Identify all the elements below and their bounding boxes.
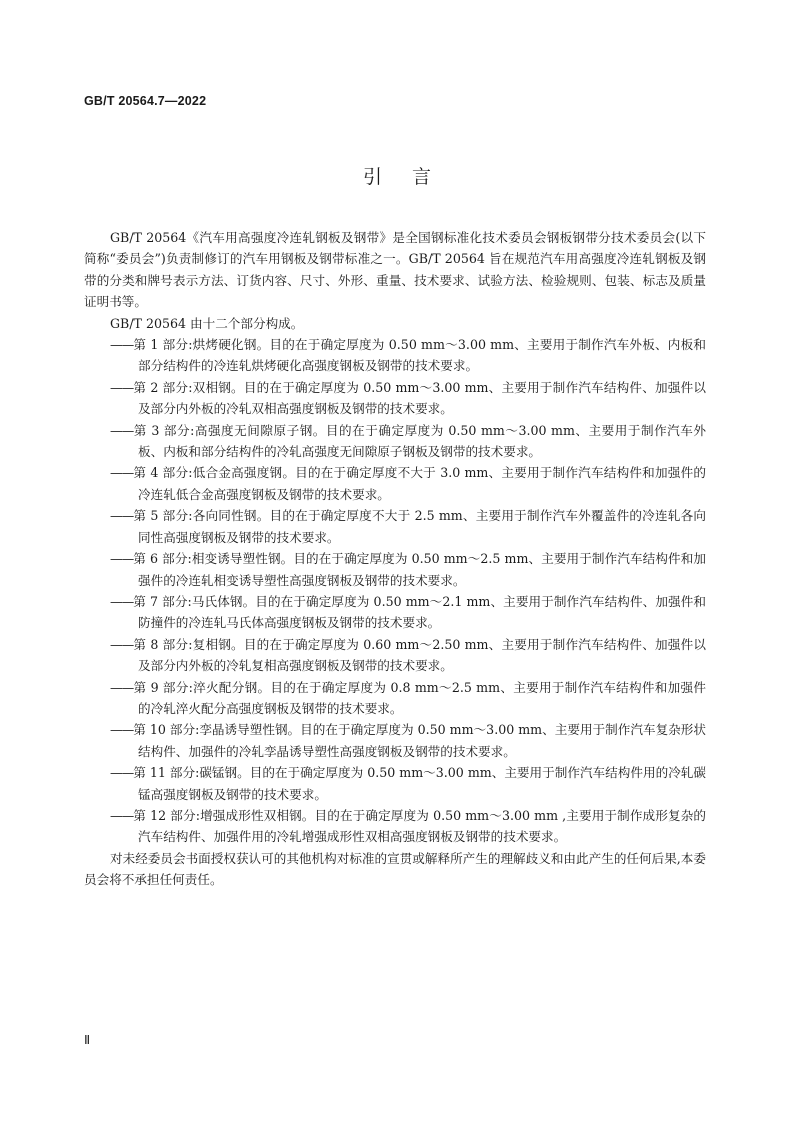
- dash-marker: ——: [110, 807, 134, 823]
- list-item: [84, 719, 706, 762]
- page-title: 引言: [362, 166, 461, 188]
- list-item: [84, 334, 706, 377]
- list-item-text: 第 6 部分:相变诱导塑性钢。目的在于确定厚度为 0.50 mm～2.5 mm、主要用于制作汽车结构件和加强件的冷连轧相变诱导塑性高强度钢板及钢带的技术要求。: [133, 551, 706, 588]
- dash-marker: ——: [110, 551, 134, 567]
- list-item: [84, 420, 706, 463]
- intro-paragraph: GB/T 20564《汽车用高强度冷连轧钢板及钢带》是全国钢标准化技术委员会钢板钢带分技术委员会(以下简称“委员会”)负责制修订的汽车用钢板及钢带标准之一。GB/T 20564 旨在规范汽车用高强度冷连轧钢板及钢带的分类和牌号表示方法、订货内容、尺寸、外形、重量、技术要求、试验方法、检验规则、包装、标志及质量证明书等。: [84, 230, 706, 310]
- list-item-text: 第 2 部分:双相钢。目的在于确定厚度为 0.50 mm～3.00 mm、主要用于制作汽车结构件、加强件以及部分内外板的冷轧双相高强度钢板及钢带的技术要求。: [133, 379, 706, 417]
- list-item-text: 第 11 部分:碳锰钢。目的在于确定厚度为 0.50 mm～3.00 mm、主要用于制作汽车结构件用的冷轧碳锰高强度钢板及钢带的技术要求。: [133, 765, 706, 802]
- document-body: [84, 227, 706, 891]
- closing-paragraph: 对未经委员会书面授权获认可的其他机构对标准的宣贯或解释所产生的理解歧义和由此产生的任何后果,本委员会将不承担任何责任。: [84, 850, 706, 888]
- list-item-text: 第 8 部分:复相钢。目的在于确定厚度为 0.60 mm～2.50 mm、主要用于制作汽车结构件、加强件以及部分内外板的冷轧复相高强度钢板及钢带的技术要求。: [133, 636, 706, 674]
- list-item-text: 第 7 部分:马氏体钢。目的在于确定厚度为 0.50 mm～2.1 mm、主要用于制作汽车结构件、加强件和防撞件的冷连轧马氏体高强度钢板及钢带的技术要求。: [133, 593, 706, 631]
- dash-marker: ——: [110, 379, 134, 395]
- dash-marker: ——: [110, 722, 134, 738]
- dash-marker: ——: [110, 422, 134, 438]
- dash-marker: ——: [110, 465, 134, 481]
- list-item-text: 第 4 部分:低合金高强度钢。目的在于确定厚度不大于 3.0 mm、主要用于制作汽车结构件和加强件的冷连轧低合金高强度钢板及钢带的技术要求。: [133, 465, 706, 502]
- list-item: [84, 591, 706, 634]
- standard-code: GB/T 20564.7—2022: [84, 94, 207, 108]
- dash-marker: ——: [110, 508, 134, 524]
- list-item: [84, 805, 706, 848]
- list-item-text: 第 3 部分:高强度无间隙原子钢。目的在于确定厚度为 0.50 mm～3.00 mm、主要用于制作汽车外板、内板和部分结构件的冷轧高强度无间隙原子钢板及钢带的技术要求。: [133, 422, 706, 460]
- list-item-text: 第 9 部分:淬火配分钢。目的在于确定厚度为 0.8 mm～2.5 mm、主要用于制作汽车结构件和加强件的冷轧淬火配分高强度钢板及钢带的技术要求。: [133, 679, 706, 716]
- list-item-text: 第 5 部分:各向同性钢。目的在于确定厚度不大于 2.5 mm、主要用于制作汽车外覆盖件的冷连轧各向同性高强度钢板及钢带的技术要求。: [133, 508, 706, 545]
- list-item-text: 第 1 部分:烘烤硬化钢。目的在于确定厚度为 0.50 mm～3.00 mm、主要用于制作汽车外板、内板和部分结构件的冷连轧烘烤硬化高强度钢板及钢带的技术要求。: [133, 337, 706, 374]
- dash-marker: ——: [110, 765, 134, 781]
- list-item-text: 第 12 部分:增强成形性双相钢。目的在于确定厚度为 0.50 mm～3.00 mm ,主要用于制作成形复杂的汽车结构件、加强件用的冷轧增强成形性双相高强度钢板及钢带的技术要求。: [133, 807, 706, 845]
- list-item: [84, 548, 706, 591]
- list-item: [84, 634, 706, 677]
- list-item: [84, 462, 706, 505]
- page-number: Ⅱ: [84, 1033, 91, 1047]
- list-item-text: 第 10 部分:孪晶诱导塑性钢。目的在于确定厚度为 0.50 mm～3.00 mm、主要用于制作汽车复杂形状结构件、加强件的冷轧孪晶诱导塑性高强度钢板及钢带的技术要求。: [133, 722, 706, 759]
- list-item: [84, 762, 706, 805]
- dash-marker: ——: [110, 593, 134, 609]
- list-item: [84, 505, 706, 548]
- list-item: [84, 377, 706, 420]
- dash-marker: ——: [110, 337, 134, 353]
- list-item: [84, 677, 706, 720]
- dash-marker: ——: [110, 636, 134, 652]
- parts-intro-paragraph: GB/T 20564 由十二个部分构成。: [110, 315, 304, 331]
- dash-marker: ——: [110, 679, 134, 695]
